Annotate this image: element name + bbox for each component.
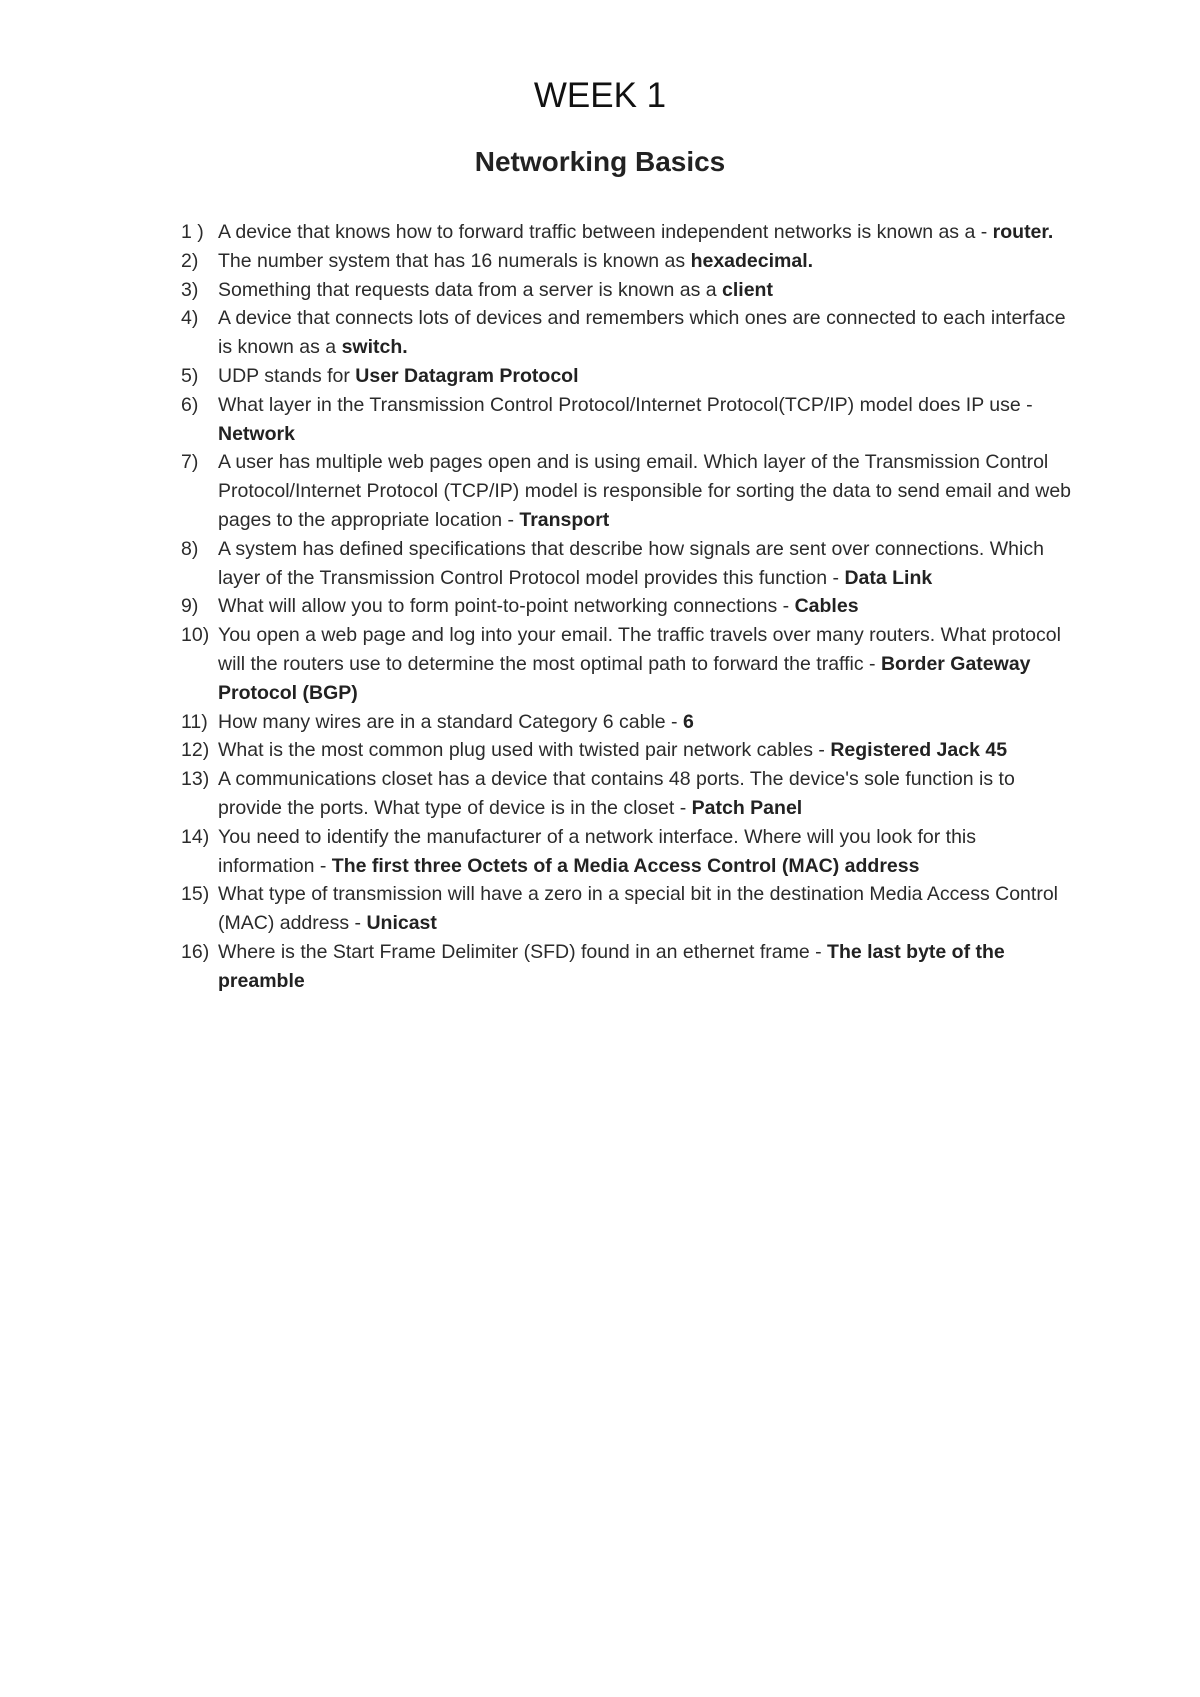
answer-text: router. — [992, 221, 1054, 243]
list-item — [181, 448, 1071, 534]
question-number: 16) — [181, 940, 210, 963]
question-text: A device that connects lots of devices and remembers which ones are connected to each interface is known as a — [218, 307, 1066, 359]
question-text: UDP stands for — [218, 364, 356, 387]
answer-text: hexadecimal. — [690, 249, 814, 272]
question-number: 7) — [181, 451, 199, 474]
question-text: How many wires are in a standard Category 6 cable - — [218, 710, 683, 733]
page-title: WEEK 1 — [533, 76, 667, 115]
list-item — [181, 247, 1071, 276]
question-text: Something that requests data from a server is known as a — [218, 278, 723, 301]
answer-text: switch. — [341, 336, 408, 359]
question-number: 1 ) — [181, 221, 204, 243]
list-item — [181, 592, 1071, 621]
question-text: A user has multiple web pages open and is using email. Which layer of the Transmission Control Protocol/Internet Protocol (TCP/IP) model is responsible for sorting the data to send email and web pages to the appropriate location - — [218, 451, 1072, 531]
answer-text: Patch Panel — [691, 796, 803, 819]
question-text: The number system that has 16 numerals is known as — [218, 249, 691, 272]
question-text: What is the most common plug used with twisted pair network cables - — [218, 739, 831, 762]
list-item — [181, 391, 1071, 449]
question-text: What will allow you to form point-to-point networking connections - — [218, 595, 795, 618]
question-number: 11) — [181, 710, 208, 733]
question-number: 10) — [181, 624, 210, 647]
list-item — [181, 736, 1071, 765]
answer-text: Transport — [519, 508, 610, 531]
answer-text: Cables — [794, 595, 859, 618]
list-item — [181, 880, 1071, 938]
answer-text: Registered Jack 45 — [830, 739, 1008, 762]
answer-text: Network — [218, 422, 295, 445]
question-text: A communications closet has a device that contains 48 ports. The device's sole function is to provide the ports. What type of device is in the closet - — [218, 768, 1015, 819]
list-item — [181, 304, 1071, 362]
answer-text: client — [722, 278, 773, 301]
question-list — [181, 218, 1071, 996]
question-text: What layer in the Transmission Control Protocol/Internet Protocol(TCP/IP) model does IP use - — [218, 393, 1033, 416]
list-item — [181, 276, 1071, 305]
answer-text: 6 — [682, 710, 694, 733]
question-number: 4) — [181, 307, 199, 330]
answer-text: Unicast — [366, 912, 437, 935]
question-number: 12) — [181, 739, 210, 762]
list-item — [181, 218, 1071, 247]
answer-text: User Datagram Protocol — [355, 364, 579, 387]
list-item — [181, 621, 1071, 707]
question-number: 13) — [181, 768, 210, 791]
question-number: 5) — [181, 364, 199, 387]
answer-text: Data Link — [844, 566, 933, 589]
question-number: 6) — [181, 393, 199, 416]
answer-text: Border Gateway Protocol (BGP) — [218, 652, 1031, 704]
question-text: A device that knows how to forward traffic between independent networks is known as a - — [218, 221, 993, 243]
question-number: 3) — [181, 278, 199, 301]
list-item — [181, 823, 1071, 881]
list-item — [181, 708, 1071, 737]
question-text: Where is the Start Frame Delimiter (SFD) found in an ethernet frame - — [218, 940, 828, 963]
answer-text: The last byte of the preamble — [218, 940, 1005, 992]
question-number: 14) — [181, 825, 210, 848]
page-subtitle: Networking Basics — [474, 146, 726, 177]
question-number: 9) — [181, 595, 199, 618]
question-text: You need to identify the manufacturer of a network interface. Where will you look for this information - — [218, 825, 977, 877]
question-text: What type of transmission will have a zero in a special bit in the destination Media Access Control (MAC) address - — [218, 883, 1058, 935]
question-text: A system has defined specifications that describe how signals are sent over connections. Which layer of the Transmission Control Protocol model provides this function - — [218, 537, 1044, 589]
question-number: 15) — [181, 883, 210, 906]
question-number: 8) — [181, 537, 199, 560]
list-item — [181, 535, 1071, 593]
list-item — [181, 938, 1071, 996]
question-number: 2) — [181, 249, 199, 272]
answer-text: The first three Octets of a Media Access Control (MAC) address — [331, 854, 920, 877]
list-item — [181, 362, 1071, 391]
question-text: You open a web page and log into your email. The traffic travels over many routers. What protocol will the routers use to determine the most optimal path to forward the traffic - — [218, 624, 1061, 675]
list-item — [181, 765, 1071, 823]
